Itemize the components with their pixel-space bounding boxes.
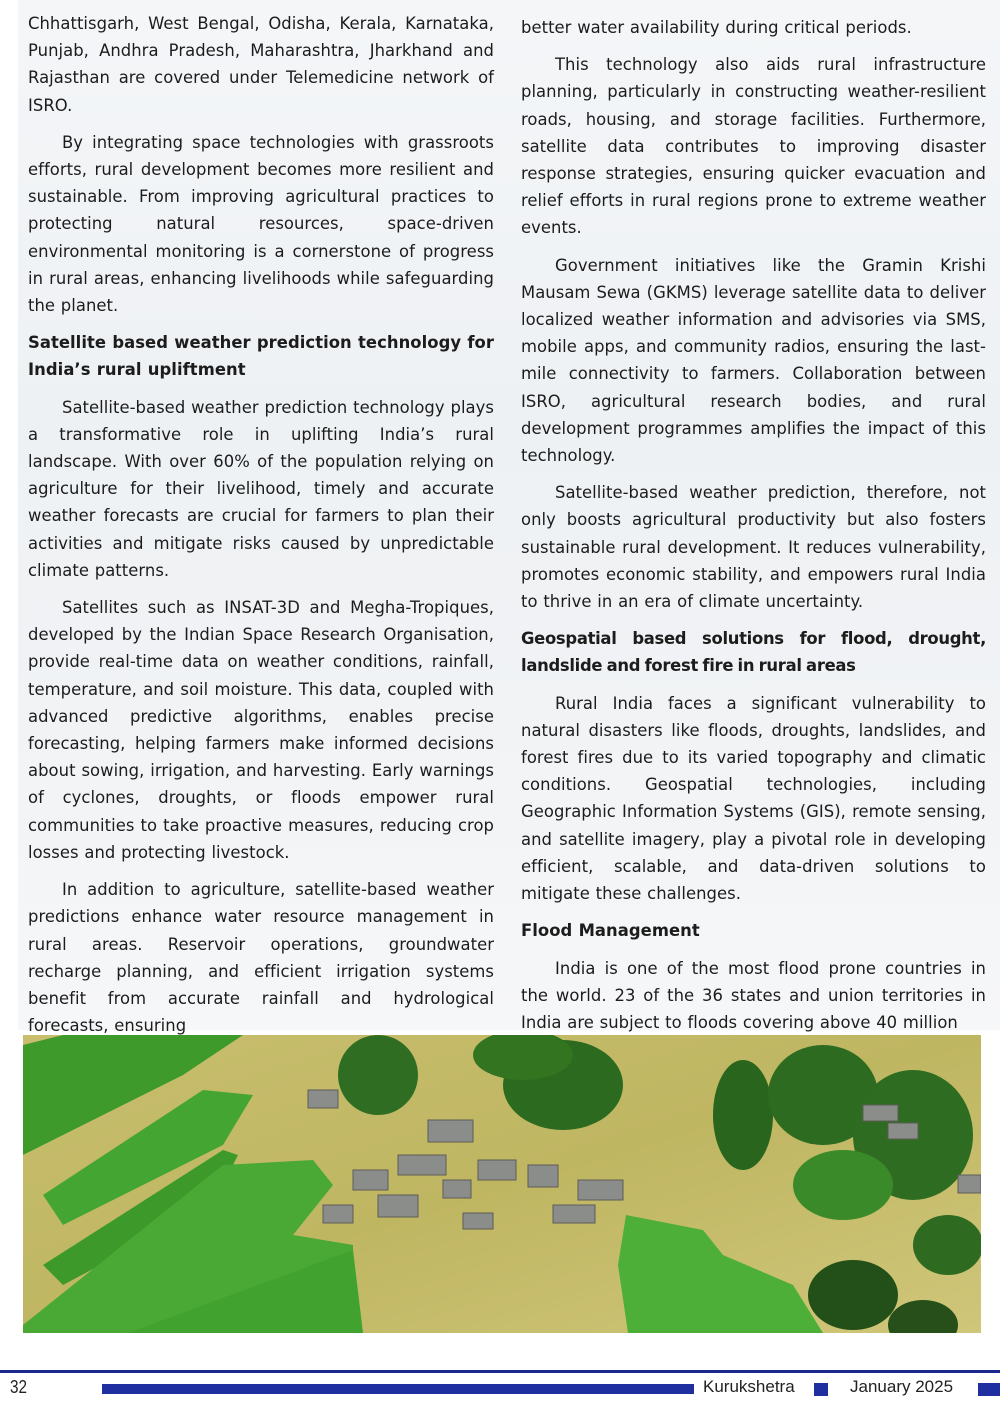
footer-divider xyxy=(0,1370,1000,1373)
issue-date: January 2025 xyxy=(850,1377,954,1396)
flood-scene-illustration xyxy=(23,1035,981,1333)
paragraph: Satellite-based weather prediction technology plays a transformative role in uplifting India’s rural landscape. With over 60% of the population relying on agriculture for their livelihood, timely and accurate weather forecasts are crucial for farmers to plan their activities and mitigate risks caused by unpredictable climate patterns. xyxy=(28,397,494,580)
section-heading: Geospatial based solutions for flood, drought, landslide and forest fire in rural areas xyxy=(521,629,986,676)
publication-name: Kurukshetra xyxy=(703,1377,795,1396)
paragraph: In addition to agriculture, satellite-based weather predictions enhance water resource management in rural areas. Reservoir operations, groundwater recharge planning, and efficient irrigation systems benefit from accurate rainfall and hydrological forecasts, ensuring xyxy=(28,880,494,1036)
footer-accent-bar xyxy=(102,1384,694,1394)
paragraph: This technology also aids rural infrastructure planning, particularly in constructing weather-resilient roads, housing, and storage facilities. Furthermore, satellite data contributes to improving disaster response strategies, ensuring quicker evacuation and relief efforts in rural regions prone to extreme weather events. xyxy=(521,55,986,238)
paragraph: Satellites such as INSAT-3D and Megha-Tropiques, developed by the Indian Space Research Organisation, provide real-time data on weather conditions, rainfall, temperature, and soil moisture. This data, coupled with advanced predictive algorithms, enables precise forecasting, helping farmers make informed decisions about sowing, irrigation, and harvesting. Early warnings of cyclones, droughts, or floods empower rural communities to take proactive measures, reducing crop losses and protecting livestock. xyxy=(28,598,494,862)
paragraph: Rural India faces a significant vulnerability to natural disasters like floods, droughts, landslides, and forest fires due to its varied topography and climatic conditions. Geospatial technologies, including Geographic Information Systems (GIS), remote sensing, and satellite imagery, play a pivotal role in developing efficient, scalable, and data-driven solutions to mitigate these challenges. xyxy=(521,693,986,904)
paragraph: better water availability during critical periods. xyxy=(521,18,912,37)
section-heading: Satellite based weather prediction technology for India’s rural upliftment xyxy=(28,333,494,380)
flood-aerial-photo xyxy=(23,1035,981,1333)
paragraph: Chhattisgarh, West Bengal, Odisha, Kerala, Karnataka, Punjab, Andhra Pradesh, Maharashtra, Jharkhand and Rajasthan are covered under Telemedicine network of ISRO. xyxy=(28,14,494,115)
right-column xyxy=(521,14,986,1046)
paragraph: Government initiatives like the Gramin Krishi Mausam Sewa (GKMS) leverage satellite data to deliver localized weather information and advisories via SMS, mobile apps, and community radios, ensuring the last-mile connectivity to farmers. Collaboration between ISRO, agricultural research bodies, and rural development programmes amplifies the impact of this technology. xyxy=(521,255,986,466)
paragraph: By integrating space technologies with grassroots efforts, rural development becomes more resilient and sustainable. From improving agricultural practices to protecting natural resources, space-driven environmental monitoring is a cornerstone of progress in rural areas, enhancing livelihoods while safeguarding the planet. xyxy=(28,132,494,316)
footer-square-icon xyxy=(978,1383,1000,1396)
section-heading: Flood Management xyxy=(521,921,700,941)
footer-square-icon xyxy=(814,1383,828,1396)
paragraph: India is one of the most flood prone countries in the world. 23 of the 36 states and union territories in India are subject to floods covering above 40 million xyxy=(521,958,986,1032)
left-column xyxy=(28,10,494,1049)
page-number: 32 xyxy=(10,1377,28,1397)
paragraph: Satellite-based weather prediction, therefore, not only boosts agricultural productivity but also fosters sustainable rural development. It reduces vulnerability, promotes economic stability, and empowers rural India to thrive in an era of climate uncertainty. xyxy=(521,483,986,612)
